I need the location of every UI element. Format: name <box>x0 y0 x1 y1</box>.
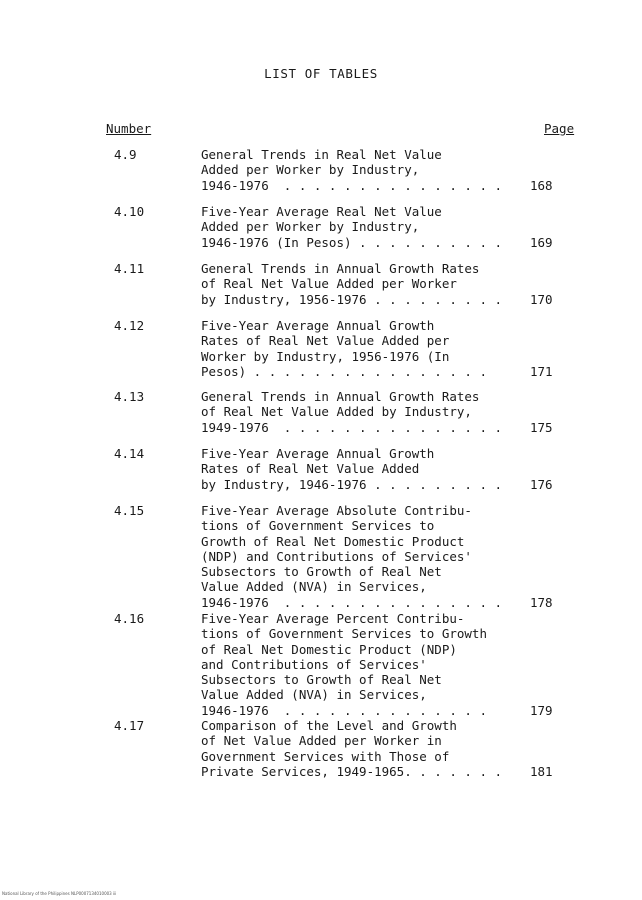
footer-stamp: National Library of the Philippines NLP0007134010003 iii <box>2 891 117 896</box>
description-line: Worker by Industry, 1956-1976 (In <box>201 348 450 364</box>
description-line: 1946-1976 . . . . . . . . . . . . . . <box>201 702 487 718</box>
description-line: and Contributions of Services' <box>201 656 427 672</box>
description-line: Five-Year Average Percent Contribu- <box>201 611 465 626</box>
description-line: Subsectors to Growth of Real Net <box>201 564 442 580</box>
table-description <box>201 147 531 193</box>
description-line: Comparison of the Level and Growth <box>201 718 457 733</box>
description-line: 1946-1976 . . . . . . . . . . . . . . . <box>201 177 503 193</box>
table-number: 4.10 <box>114 204 145 219</box>
description-line: Pesos) . . . . . . . . . . . . . . . . <box>201 363 487 379</box>
table-description <box>201 718 531 779</box>
page-number: 170 <box>530 291 553 307</box>
description-line: (NDP) and Contributions of Services' <box>201 548 472 564</box>
description-line: 1946-1976 (In Pesos) . . . . . . . . . . <box>201 234 503 250</box>
description-line: of Real Net Value Added by Industry, <box>201 404 472 420</box>
description-line: Rates of Real Net Value Added per <box>201 333 450 349</box>
description-line: of Real Net Value Added per Worker <box>201 276 457 292</box>
page-number: 171 <box>530 363 553 379</box>
description-line: Added per Worker by Industry, <box>201 162 420 178</box>
description-line: General Trends in Annual Growth Rates <box>201 261 480 276</box>
description-line: Value Added (NVA) in Services, <box>201 687 427 703</box>
description-line: tions of Government Services to <box>201 518 435 534</box>
table-description <box>201 503 531 610</box>
description-line: of Net Value Added per Worker in <box>201 733 442 749</box>
description-line: Five-Year Average Annual Growth <box>201 446 435 461</box>
page-column-header: Page <box>544 121 575 136</box>
table-number: 4.9 <box>114 147 137 162</box>
table-number: 4.11 <box>114 261 145 276</box>
description-line: Private Services, 1949-1965. . . . . . . <box>201 763 503 779</box>
description-line: Five-Year Average Absolute Contribu- <box>201 503 472 518</box>
description-line: 1946-1976 . . . . . . . . . . . . . . . <box>201 594 503 610</box>
table-description <box>201 204 531 250</box>
page-title: LIST OF TABLES <box>264 66 378 81</box>
table-description <box>201 611 531 718</box>
description-line: Subsectors to Growth of Real Net <box>201 672 442 688</box>
page-number: 175 <box>530 419 553 435</box>
table-number: 4.13 <box>114 389 145 404</box>
table-description <box>201 261 531 307</box>
description-line: of Real Net Domestic Product (NDP) <box>201 641 457 657</box>
description-line: Growth of Real Net Domestic Product <box>201 533 465 549</box>
page-number: 168 <box>530 177 553 193</box>
description-line: Five-Year Average Real Net Value <box>201 204 442 219</box>
page-number: 178 <box>530 594 553 610</box>
description-line: by Industry, 1946-1976 . . . . . . . . . <box>201 476 503 492</box>
page-number: 181 <box>530 763 553 779</box>
description-line: General Trends in Real Net Value <box>201 147 442 162</box>
description-line: Value Added (NVA) in Services, <box>201 579 427 595</box>
description-line: tions of Government Services to Growth <box>201 626 487 642</box>
description-line: Rates of Real Net Value Added <box>201 461 420 477</box>
page-number: 179 <box>530 702 553 718</box>
table-description <box>201 318 531 379</box>
table-description <box>201 446 531 492</box>
description-line: Five-Year Average Annual Growth <box>201 318 435 333</box>
description-line: Added per Worker by Industry, <box>201 219 420 235</box>
table-number: 4.17 <box>114 718 145 733</box>
table-number: 4.12 <box>114 318 145 333</box>
description-line: 1949-1976 . . . . . . . . . . . . . . . <box>201 419 503 435</box>
description-line: Government Services with Those of <box>201 748 450 764</box>
description-line: by Industry, 1956-1976 . . . . . . . . . <box>201 291 503 307</box>
number-column-header: Number <box>106 121 152 136</box>
description-line: General Trends in Annual Growth Rates <box>201 389 480 404</box>
table-description <box>201 389 531 435</box>
table-number: 4.15 <box>114 503 145 518</box>
page-number: 176 <box>530 476 553 492</box>
table-number: 4.14 <box>114 446 145 461</box>
page-number: 169 <box>530 234 553 250</box>
table-number: 4.16 <box>114 611 145 626</box>
